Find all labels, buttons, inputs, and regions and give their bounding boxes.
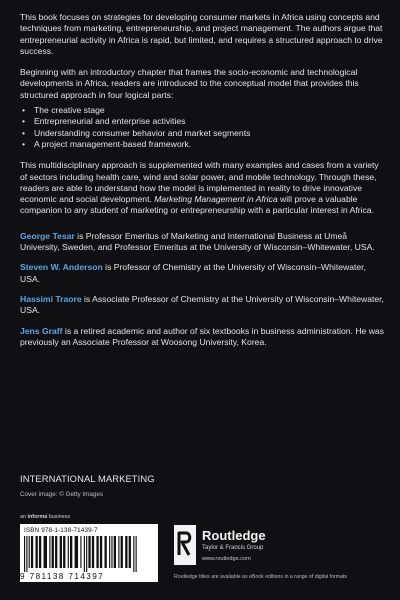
isbn-text: ISBN 978-1-138-71439-7 (24, 527, 98, 534)
barcode-bar (133, 536, 134, 572)
cover-image-credit: Cover image: © Getty Images (20, 491, 104, 498)
barcode-bar (75, 536, 78, 568)
barcode-bar (63, 536, 65, 568)
barcode-bar (70, 536, 72, 568)
author-name: Jens Graff (20, 325, 63, 336)
barcode-bar (52, 536, 54, 568)
barcode-bar (24, 536, 25, 572)
barcode-bar (36, 536, 38, 568)
ebook-availability-note: Routledge titles are available as eBook editions in a range of digital formats (174, 574, 348, 580)
bullet-item: • Entrepreneurial and enterprise activities (20, 116, 388, 127)
author-bio-text: is Associate Professor of Chemistry at the University of Wisconsin–Whitewater, USA. (20, 293, 384, 316)
barcode-bar (55, 536, 57, 568)
author-bio (20, 294, 388, 317)
blurb-paragraph-1: This book focuses on strategies for developing consumer markets in Africa using concepts and techniques from marketing, entrepreneurship, and project management. The authors argue that entrepreneurial activity in Africa is rapid, but limited, and requires a structured approach to drive success. (20, 12, 383, 56)
barcode-bar (29, 536, 30, 568)
barcode-bar (105, 536, 107, 568)
author-bio (20, 262, 388, 285)
blurb (20, 12, 388, 357)
barcode-bar (44, 536, 47, 568)
blurb-paragraph-3 (20, 160, 388, 216)
routledge-logo-icon (174, 525, 196, 565)
barcode-bars (24, 536, 154, 572)
blurb-paragraph-2: Beginning with an introductory chapter that frames the socio-economic and technological developments in Africa, readers are introduced to the conceptual model that provides this structured approach in four logical parts: (20, 67, 359, 100)
barcode-bar (26, 536, 27, 572)
informa-suffix: business (47, 514, 71, 520)
bullet-item: • Understanding consumer behavior and market segments (20, 128, 388, 139)
barcode-bar (31, 536, 33, 568)
author-bio (20, 231, 388, 254)
barcode-bar (109, 536, 110, 568)
author-bio-text: is Professor of Chemistry at the University of Wisconsin–Whitewater, USA. (20, 262, 366, 284)
barcode-bar (88, 536, 90, 568)
publisher-url: www.routledge.com (202, 556, 251, 562)
barcode-bar (96, 536, 98, 568)
bullet-item: • A project management-based framework. (20, 139, 388, 150)
barcode-bar (39, 536, 41, 568)
book-title-italic: Marketing Management in Africa (154, 194, 278, 205)
barcode-bar (114, 536, 116, 568)
author-bio-text: is a retired academic and author of six textbooks in business administration. He was previously an Associate Professor at Woosong University, Korea. (20, 325, 384, 347)
barcode-bar (80, 536, 81, 568)
blurb-paragraph-3-tail: will prove a valuable companion to any student of marketing or entrepreneurship with a particular interest in Africa. (20, 194, 374, 216)
barcode-bar (129, 536, 131, 568)
publisher-name: Routledge (202, 528, 266, 543)
bullet-item: • The creative stage (20, 105, 388, 116)
author-bio (20, 326, 388, 349)
series-label: INTERNATIONAL MARKETING (20, 473, 155, 484)
author-name: Steven W. Anderson (20, 262, 103, 273)
informa-business-tag (20, 514, 70, 520)
barcode-digits: 9 781138 714397 (20, 572, 105, 581)
barcode-bar (60, 536, 62, 568)
barcode-bar (86, 536, 87, 572)
barcode-bar (136, 536, 137, 572)
bullet-list (20, 105, 388, 150)
publisher-group: Taylor & Francis Group (202, 545, 264, 551)
barcode-bar (118, 536, 119, 568)
isbn-barcode (20, 524, 158, 582)
author-bio-text: is Professor Emeritus of Marketing and International Business at Umeå University, Sweden, and Professor Emeritus at the University of Wisconsin–Whitewater, USA. (20, 230, 375, 253)
barcode-bar (84, 536, 85, 572)
informa-brand: informa (27, 514, 48, 520)
barcode-bar (68, 536, 69, 568)
barcode-bar (121, 536, 123, 568)
barcode-bar (49, 536, 50, 568)
barcode-bar (125, 536, 127, 568)
barcode-bar (111, 536, 112, 568)
author-name: George Tesar (20, 230, 75, 241)
blurb-paragraph-3-text: This multidisciplinary approach is supplemented with many examples and cases from a variety of sectors including health care, wind and solar power, and mobile technology. Through these, readers are able to understand how the model is implemented in reality to drive innovative economic and social development. (20, 160, 379, 205)
barcode-bar (100, 536, 102, 568)
barcode-bar (92, 536, 94, 568)
author-name: Hassimi Traore (20, 293, 82, 304)
informa-prefix: an (20, 514, 28, 520)
